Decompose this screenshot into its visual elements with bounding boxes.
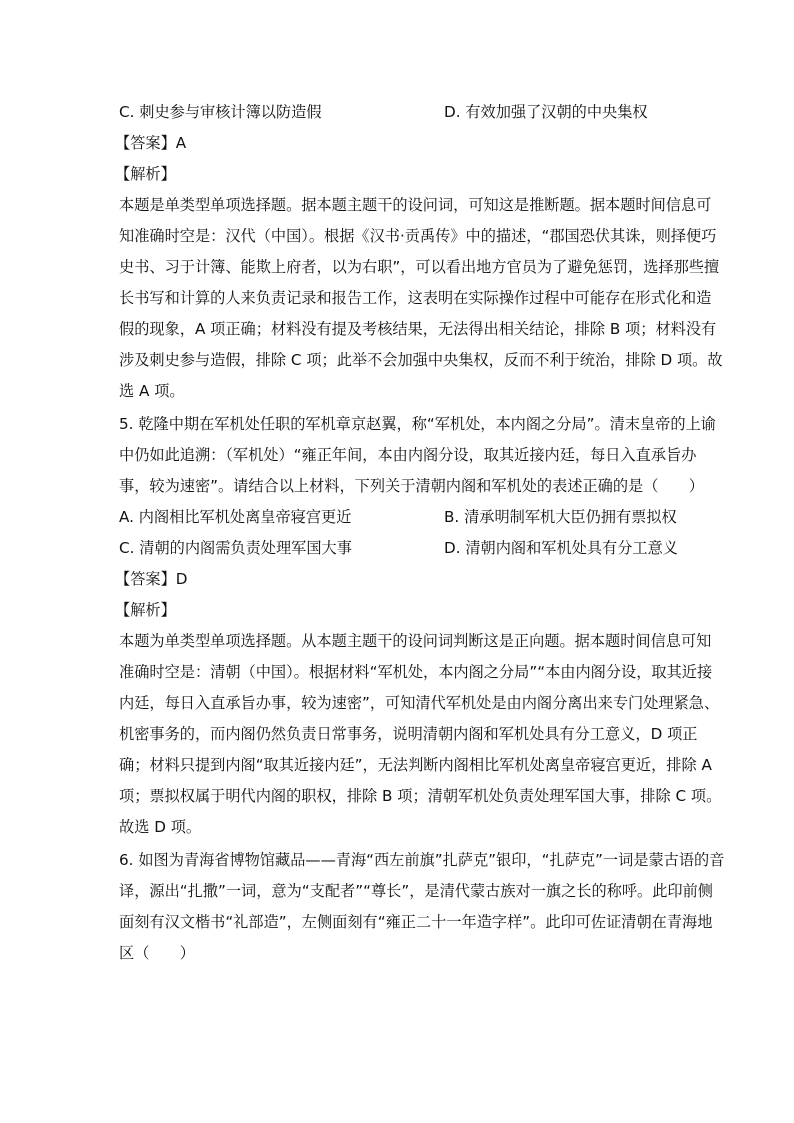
q4-analysis-line: 选 A 项。	[119, 382, 185, 400]
q5-analysis-line: 内廷，每日入直承旨办事，较为速密”，可知清代军机处是由内阁分离出来专门处理紧急、	[119, 694, 720, 712]
q6-stem-line: 区（ ）	[119, 944, 195, 962]
q5-stem-line: 事，较为速密”。请结合以上材料，下列关于清朝内阁和军机处的表述正确的是（ ）	[119, 477, 704, 495]
q5-analysis-line: 本题为单类型单项选择题。从本题主题干的设问词判断这是正向题。据本题时间信息可知	[119, 632, 712, 650]
q5-analysis-line: 准确时空是：清朝（中国）。根据材料“军机处，本内阁之分局”“本由内阁分设，取其近接	[119, 663, 713, 681]
q4-answer: 【答案】A	[115, 134, 187, 152]
q4-analysis-heading: 【解析】	[115, 165, 176, 183]
q4-option-c: C. 刺史参与审核计簿以防造假	[119, 103, 322, 121]
q6-stem-line: 译，源出“扎撒”一词，意为“支配者”“尊长”，是清代蒙古族对一旗之长的称呼。此印前侧	[119, 882, 713, 900]
q4-analysis-line: 本题是单类型单项选择题。据本题主题干的设问词，可知这是推断题。据本题时间信息可	[119, 196, 712, 214]
q4-analysis-line: 涉及刺史参与造假，排除 C 项；此举不会加强中央集权，反而不利于统治，排除 D 项。故	[119, 351, 723, 369]
q5-option-d: D. 清朝内阁和军机处具有分工意义	[444, 539, 678, 557]
q5-option-a: A. 内阁相比军机处离皇帝寝宫更近	[119, 508, 352, 526]
q5-analysis-line: 项；票拟权属于明代内阁的职权，排除 B 项；清朝军机处负责处理军国大事，排除 C 项。	[119, 787, 722, 805]
q5-option-c: C. 清朝的内阁需负责处理军国大事	[119, 539, 352, 557]
q5-answer: 【答案】D	[115, 570, 188, 588]
q5-stem-line: 5. 乾隆中期在军机处任职的军机章京赵翼，称“军机处，本内阁之分局”。清末皇帝的上谕	[119, 415, 716, 433]
q5-analysis-line: 故选 D 项。	[119, 818, 202, 836]
q4-analysis-line: 假的现象，A 项正确；材料没有提及考核结果，无法得出相关结论，排除 B 项；材料没有	[119, 320, 717, 338]
q4-option-d: D. 有效加强了汉朝的中央集权	[444, 103, 648, 121]
q4-analysis-line: 史书、习于计簿、能欺上府者，以为右职”，可以看出地方官员为了避免惩罚，选择那些擅	[119, 258, 720, 276]
q5-analysis-heading: 【解析】	[115, 601, 176, 619]
q6-stem-line: 面刻有汉文楷书“礼部造”，左侧面刻有“雍正二十一年造字样”。此印可佐证清朝在青海地	[119, 913, 713, 931]
q5-analysis-line: 机密事务的，而内阁仍然负责日常事务，说明清朝内阁和军机处具有分工意义，D 项正	[119, 725, 698, 743]
q5-analysis-line: 确；材料只提到内阁“取其近接内廷”，无法判断内阁相比军机处离皇帝寝宫更近，排除 A	[119, 756, 712, 774]
q6-stem-line: 6. 如图为青海省博物馆藏品——青海“西左前旗”扎萨克”银印，“扎萨克”一词是蒙古语的音	[119, 851, 725, 869]
q5-option-b: B. 清承明制军机大臣仍拥有票拟权	[444, 508, 677, 526]
q4-analysis-line: 知准确时空是：汉代（中国）。根据《汉书·贡禹传》中的描述，“郡国恐伏其诛，则择便巧	[119, 227, 717, 245]
q4-analysis-line: 长书写和计算的人来负责记录和报告工作，这表明在实际操作过程中可能存在形式化和造	[119, 289, 712, 307]
q5-stem-line: 中仍如此追溯：（军机处）“雍正年间，本由内阁分设，取其近接内廷，每日入直承旨办	[119, 446, 697, 464]
